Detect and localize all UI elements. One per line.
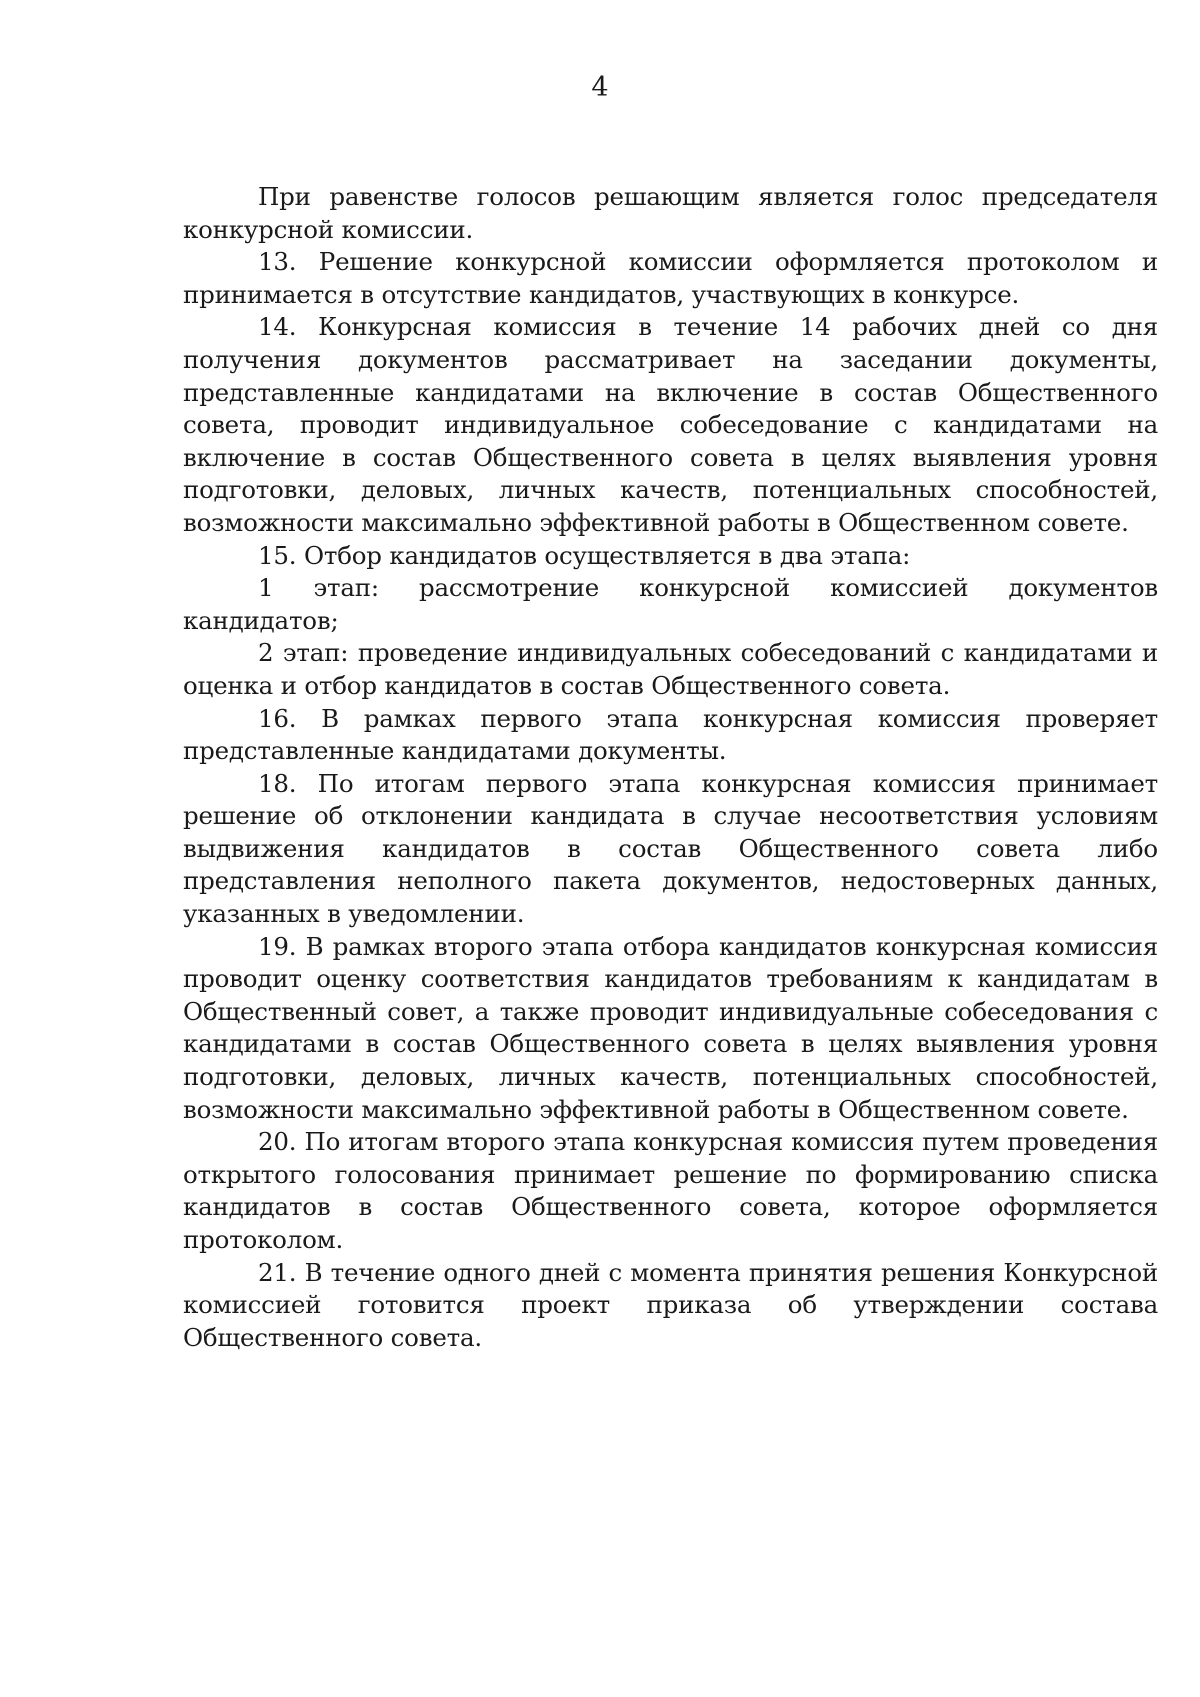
paragraph-18: 18. По итогам первого этапа конкурсная комиссия принимает решение об отклонении кандидата в случае несоответствия условиям выдвижения кандидатов в состав Общественного совета либо представления неполного пакета документов, недостоверных данных, указанных в уведомлении. [183, 768, 1158, 929]
paragraph-19: 19. В рамках второго этапа отбора кандидатов конкурсная комиссия проводит оценку соответствия кандидатов требованиям к кандидатам в Общественный совет, а также проводит индивидуальные собеседования с кандидатами в состав Общественного совета в целях выявления уровня подготовки, деловых, личных качеств, потенциальных способностей, возможности максимально эффективной работы в Общественном совете. [183, 931, 1158, 1124]
paragraph-13: 13. Решение конкурсной комиссии оформляется протоколом и принимается в отсутствие кандидатов, участвующих в конкурсе. [183, 247, 1158, 309]
paragraph-15: 15. Отбор кандидатов осуществляется в два этапа: [258, 540, 911, 570]
paragraph-tie-vote: При равенстве голосов решающим является голос председателя конкурсной комиссии. [183, 182, 1158, 244]
paragraph-16: 16. В рамках первого этапа конкурсная комиссия проверяет представленные кандидатами документы. [183, 703, 1158, 766]
paragraph-stage-2: 2 этап: проведение индивидуальных собеседований с кандидатами и оценка и отбор кандидатов в состав Общественного совета. [183, 638, 1158, 700]
paragraph-20: 20. По итогам второго этапа конкурсная комиссия путем проведения открытого голосования принимает решение по формированию списка кандидатов в состав Общественного совета, которое оформляется протоколом. [183, 1127, 1158, 1254]
document-body [183, 181, 1158, 1354]
paragraph-21: 21. В течение одного дней с момента принятия решения Конкурсной комиссией готовится проект приказа об утверждении состава Общественного совета. [183, 1257, 1158, 1352]
paragraph-14: 14. Конкурсная комиссия в течение 14 рабочих дней со дня получения документов рассматривает на заседании документы, представленные кандидатами на включение в состав Общественного совета, проводит индивидуальное собеседование с кандидатами на включение в состав Общественного совета в целях выявления уровня подготовки, деловых, личных качеств, потенциальных способностей, возможности максимально эффективной работы в Общественном совете. [183, 312, 1158, 537]
paragraph-stage-1: 1 этап: рассмотрение конкурсной комиссией документов кандидатов; [183, 573, 1158, 635]
page-number: 4 [591, 72, 609, 103]
